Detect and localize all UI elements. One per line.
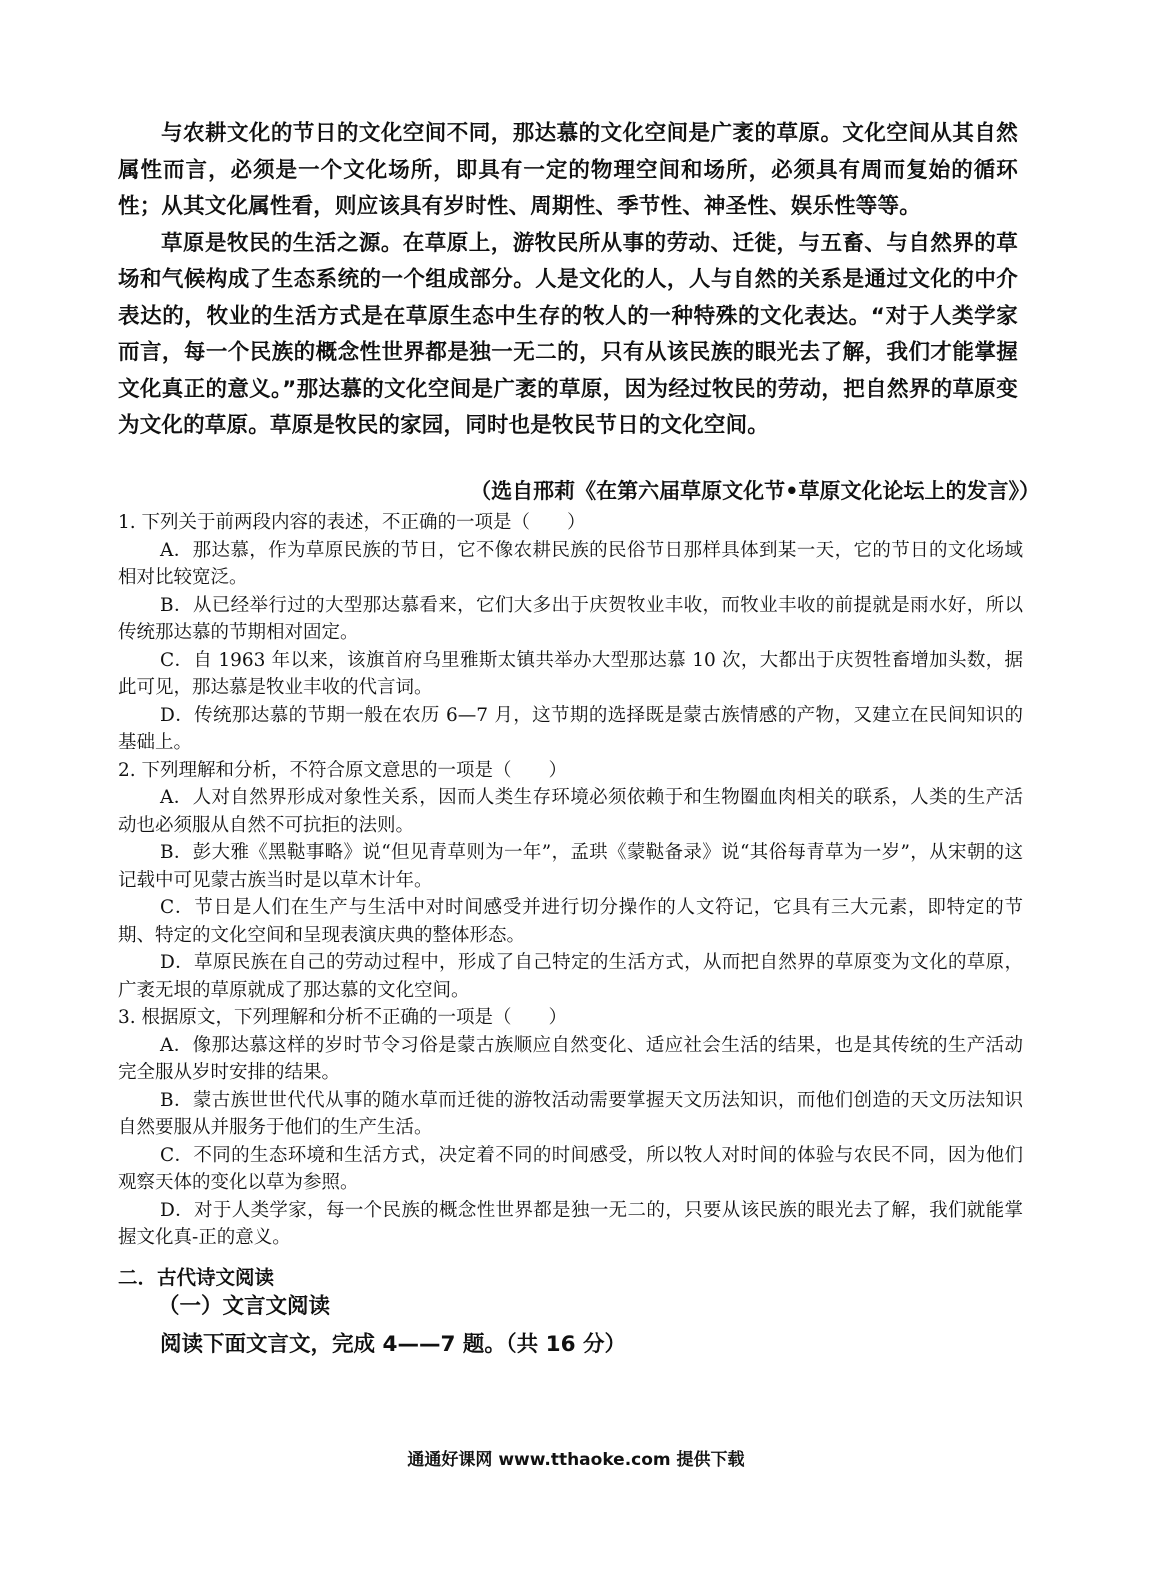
option-b: B．彭大雅《黑鞑事略》说“但见青草则为一年”，孟珙《蒙鞑备录》说“其俗每青草为一岁”，从宋朝的这记载中可见蒙古族当时是以草木计年。 <box>118 842 1023 891</box>
option-d: D．对于人类学家，每一个民族的概念性世界都是独一无二的，只要从该民族的眼光去了解，我们就能掌握文化真-正的意义。 <box>118 1199 1023 1248</box>
option-a: A．像那达慕这样的岁时节令习俗是蒙古族顺应自然变化、适应社会生活的结果，也是其传统的生产活动完全服从岁时安排的结果。 <box>118 1034 1023 1083</box>
question-3 <box>118 1004 1023 1252</box>
question-stem: 3. 根据原文，下列理解和分析不正确的一项是（ ） <box>118 1007 568 1028</box>
section-subheading: （一）文言文阅读 <box>158 1294 331 1319</box>
question-stem: 2. 下列理解和分析，不符合原文意思的一项是（ ） <box>118 759 568 781</box>
option-c: C．自 1963 年以来，该旗首府乌里雅斯太镇共举办大型那达慕 10 次，大都出于庆贺牲畜增加头数，据此可见，那达慕是牧业丰收的代言词。 <box>118 649 1023 698</box>
question-2 <box>118 757 1023 1005</box>
passage-paragraph-2: 草原是牧民的生活之源。在草原上，游牧民所从事的劳动、迁徙，与五畜、与自然界的草场和气候构成了生态系统的一个组成部分。人是文化的人，人与自然的关系是通过文化的中介表达的，牧业的生活方式是在草原生态中生存的牧人的一种特殊的文化表达。“对于人类学家而言，每一个民族的概念性世界都是独一无二的，只有从该民族的眼光去了解，我们才能掌握文化真正的意义。”那达慕的文化空间是广袤的草原，因为经过牧民的劳动，把自然界的草原变为文化的草原。草原是牧民的家园，同时也是牧民节日的文化空间。 <box>118 230 1018 438</box>
option-b: B．从已经举行过的大型那达慕看来，它们大多出于庆贺牧业丰收，而牧业丰收的前提就是雨水好，所以传统那达慕的节期相对固定。 <box>118 594 1023 643</box>
section-instruction: 阅读下面文言文，完成 4——7 题。（共 16 分） <box>160 1332 627 1357</box>
option-b: B．蒙古族世世代代从事的随水草而迁徙的游牧活动需要掌握天文历法知识，而他们创造的天文历法知识自然要服从并服务于他们的生产生活。 <box>118 1089 1023 1138</box>
option-d: D．草原民族在自己的劳动过程中，形成了自己特定的生活方式，从而把自然界的草原变为文化的草原，广袤无垠的草原就成了那达慕的文化空间。 <box>118 952 1023 1001</box>
option-c: C．节日是人们在生产与生活中对时间感受并进行切分操作的人文符记，它具有三大元素，即特定的节期、特定的文化空间和呈现表演庆典的整体形态。 <box>118 897 1023 946</box>
question-list <box>118 509 1023 1252</box>
question-stem: 1. 下列关于前两段内容的表述，不正确的一项是（ ） <box>118 512 586 533</box>
passage-paragraph-1: 与农耕文化的节日的文化空间不同，那达慕的文化空间是广袤的草原。文化空间从其自然属性而言，必须是一个文化场所，即具有一定的物理空间和场所，必须具有周而复始的循环性；从其文化属性看，则应该具有岁时性、周期性、季节性、神圣性、娱乐性等等。 <box>118 121 1018 219</box>
reading-passage <box>118 116 1018 445</box>
option-c: C．不同的生态环境和生活方式，决定着不同的时间感受，所以牧人对时间的体验与农民不同，因为他们观察天体的变化以草为参照。 <box>118 1144 1023 1193</box>
option-a: A．那达慕，作为草原民族的节日，它不像农耕民族的民俗节日那样具体到某一天，它的节日的文化场域相对比较宽泛。 <box>118 539 1023 588</box>
page-footer: 通通好课网 www.tthaoke.com 提供下载 <box>407 1450 745 1470</box>
passage-source: （选自邢莉《在第六届草原文化节•草原文化论坛上的发言》） <box>470 479 1040 503</box>
option-a: A．人对自然界形成对象性关系，因而人类生存环境必须依赖于和生物圈血肉相关的联系，人类的生产活动也必须服从自然不可抗拒的法则。 <box>118 787 1023 836</box>
option-d: D．传统那达慕的节期一般在农历 6—7 月，这节期的选择既是蒙古族情感的产物，又建立在民间知识的基础上。 <box>118 704 1023 753</box>
question-1 <box>118 509 1023 757</box>
section-heading: 二．古代诗文阅读 <box>118 1266 275 1289</box>
